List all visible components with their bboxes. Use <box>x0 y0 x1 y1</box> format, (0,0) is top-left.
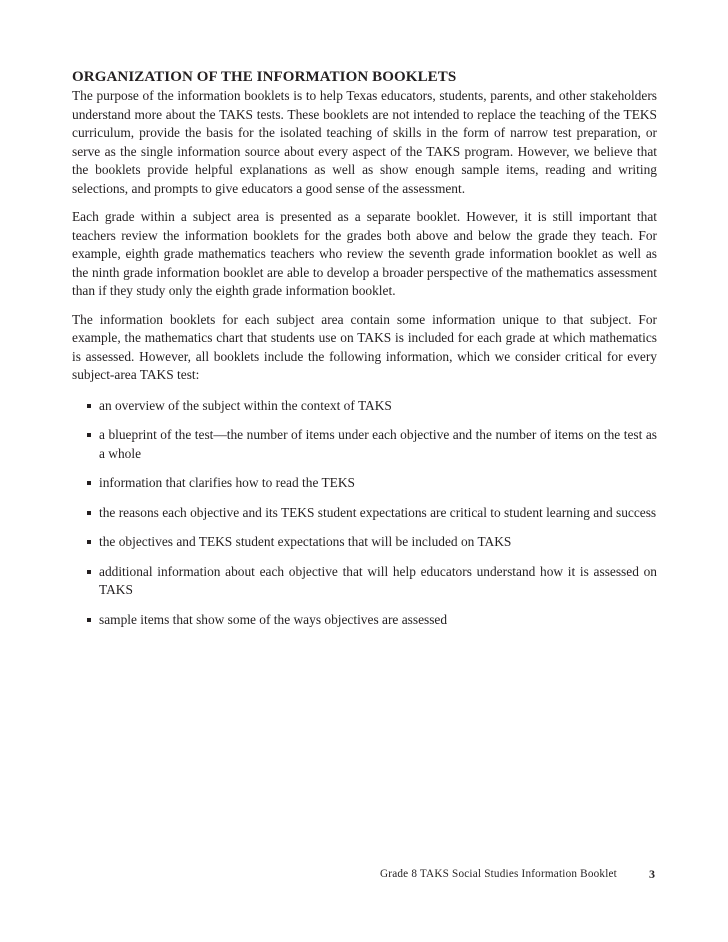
list-item-text: a blueprint of the test—the number of items under each objective and the number of items on the test as a whole <box>99 427 657 461</box>
square-bullet-icon <box>87 433 91 437</box>
paragraph-purpose: The purpose of the information booklets is to help Texas educators, students, parents, and other stakeholders understand more about the TAKS tests. These booklets are not intended to replace the teaching of the TEKS curriculum, provide the basis for the isolated teaching of skills in the form of narrow test preparation, or serve as the single information source about every aspect of the TAKS program. However, we believe that the booklets provide helpful explanations as well as show enough sample items, reading and writing selections, and prompts to give educators a good sense of the assessment. <box>72 88 657 196</box>
page-content <box>72 68 657 640</box>
square-bullet-icon <box>87 511 91 515</box>
list-item-text: information that clarifies how to read the TEKS <box>99 475 355 490</box>
square-bullet-icon <box>87 540 91 544</box>
list-item <box>72 504 657 523</box>
list-item <box>72 533 657 552</box>
list-item-text: the objectives and TEKS student expectations that will be included on TAKS <box>99 534 512 549</box>
list-item-text: an overview of the subject within the context of TAKS <box>99 397 392 413</box>
footer-title: Grade 8 TAKS Social Studies Information Booklet <box>380 868 617 880</box>
list-item <box>72 474 657 493</box>
square-bullet-icon <box>87 618 91 622</box>
page-number: 3 <box>649 867 655 881</box>
list-item <box>72 563 657 600</box>
bullet-list <box>72 397 657 630</box>
list-item-text: sample items that show some of the ways objectives are assessed <box>99 611 448 627</box>
paragraph-grades: Each grade within a subject area is presented as a separate booklet. However, it is still important that teachers review the information booklets for the grades both above and below the grade they teach. For example, eighth grade mathematics teachers who review the seventh grade information booklet as well as the ninth grade information booklet are able to develop a broader perspective of the mathematics assessment than if they study only the eighth grade information booklet. <box>72 209 657 298</box>
list-item <box>72 611 657 630</box>
square-bullet-icon <box>87 481 91 485</box>
section-heading: ORGANIZATION OF THE INFORMATION BOOKLETS <box>72 69 457 85</box>
square-bullet-icon <box>87 570 91 574</box>
paragraph-contents: The information booklets for each subject area contain some information unique to that subject. For example, the mathematics chart that students use on TAKS is included for each grade at which mathematics is assessed. However, all booklets include the following information, which we consider critical for every subject-area TAKS test: <box>72 311 657 382</box>
list-item <box>72 426 657 463</box>
square-bullet-icon <box>87 404 91 408</box>
list-item-text: the reasons each objective and its TEKS student expectations are critical to student learning and success <box>99 504 657 520</box>
list-item-text: additional information about each objective that will help educators understand how it is assessed on TAKS <box>99 563 657 597</box>
list-item <box>72 397 657 416</box>
